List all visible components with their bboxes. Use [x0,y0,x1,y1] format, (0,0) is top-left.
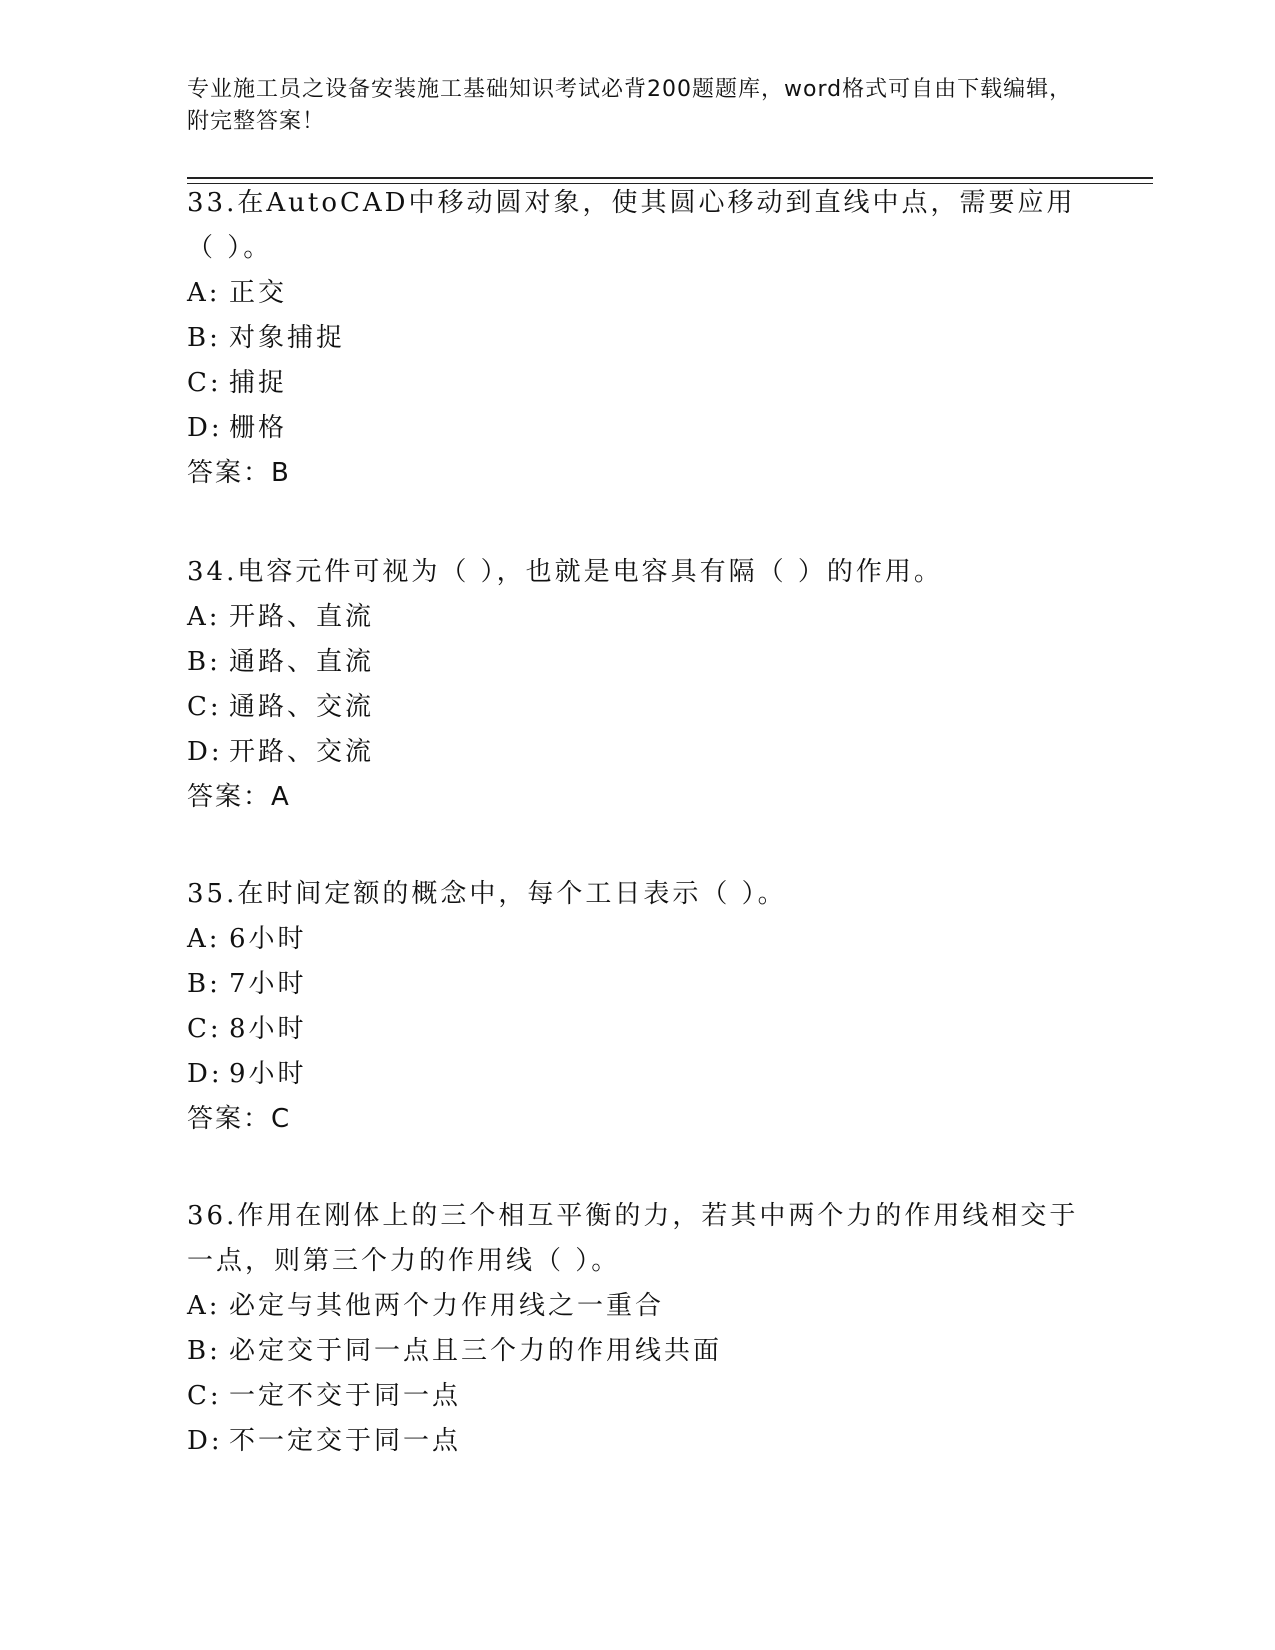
option-text: 通路、交流 [229,692,375,722]
question-stem: 35.在时间定额的概念中，每个工日表示（ ）。 [187,879,787,909]
option-c [187,1374,1087,1419]
option-c [187,361,1087,406]
option-text: 捕捉 [229,368,288,398]
option-key: A: [187,602,221,632]
option-text: 必定与其他两个力作用线之一重合 [229,1291,665,1321]
option-key: C: [187,368,222,398]
option-key: D: [187,413,223,443]
question-stem: 33.在AutoCAD中移动圆对象，使其圆心移动到直线中点，需要应用（ ）。 [187,188,1076,263]
option-key: A: [187,924,221,954]
option-key: D: [187,737,223,767]
option-a [187,271,1087,316]
question-stem: 36.作用在刚体上的三个相互平衡的力，若其中两个力的作用线相交于一点，则第三个力的作用线（ ）。 [187,1201,1079,1276]
question-34 [187,550,1087,820]
option-c [187,685,1087,730]
option-key: A: [187,1291,221,1321]
option-text: 9小时 [229,1059,307,1089]
option-key: D: [187,1426,223,1456]
question-36 [187,1194,1087,1464]
question-33 [187,181,1087,496]
option-text: 7小时 [229,969,307,999]
option-b [187,1329,1087,1374]
option-d [187,1052,1087,1097]
answer-line: 答案：A [187,782,291,812]
option-key: C: [187,1381,222,1411]
question-35 [187,872,1087,1142]
option-b [187,962,1087,1007]
option-text: 栅格 [229,413,288,443]
document-header: 专业施工员之设备安装施工基础知识考试必背200题题库，word格式可自由下载编辑，附完整答案！ [187,77,1073,134]
option-a [187,1284,1087,1329]
option-key: B: [187,323,221,353]
option-key: B: [187,969,221,999]
option-c [187,1007,1087,1052]
option-key: C: [187,692,222,722]
option-a [187,917,1087,962]
option-text: 8小时 [229,1014,307,1044]
option-text: 6小时 [229,924,307,954]
option-text: 一定不交于同一点 [229,1381,462,1411]
option-key: B: [187,1336,221,1366]
header-divider-thick [187,177,1153,179]
option-d [187,1419,1087,1464]
option-key: C: [187,1014,222,1044]
option-text: 不一定交于同一点 [229,1426,462,1456]
option-b [187,316,1087,361]
question-stem: 34.电容元件可视为（ ），也就是电容具有隔（ ）的作用。 [187,557,943,587]
option-d [187,730,1087,775]
option-a [187,595,1087,640]
option-text: 开路、交流 [229,737,375,767]
option-text: 必定交于同一点且三个力的作用线共面 [229,1336,723,1366]
option-d [187,406,1087,451]
answer-line: 答案：B [187,458,291,488]
option-text: 开路、直流 [229,602,375,632]
option-text: 通路、直流 [229,647,375,677]
option-b [187,640,1087,685]
option-key: B: [187,647,221,677]
answer-line: 答案：C [187,1104,292,1134]
option-text: 正交 [229,278,288,308]
option-key: D: [187,1059,223,1089]
option-text: 对象捕捉 [229,323,346,353]
option-key: A: [187,278,221,308]
